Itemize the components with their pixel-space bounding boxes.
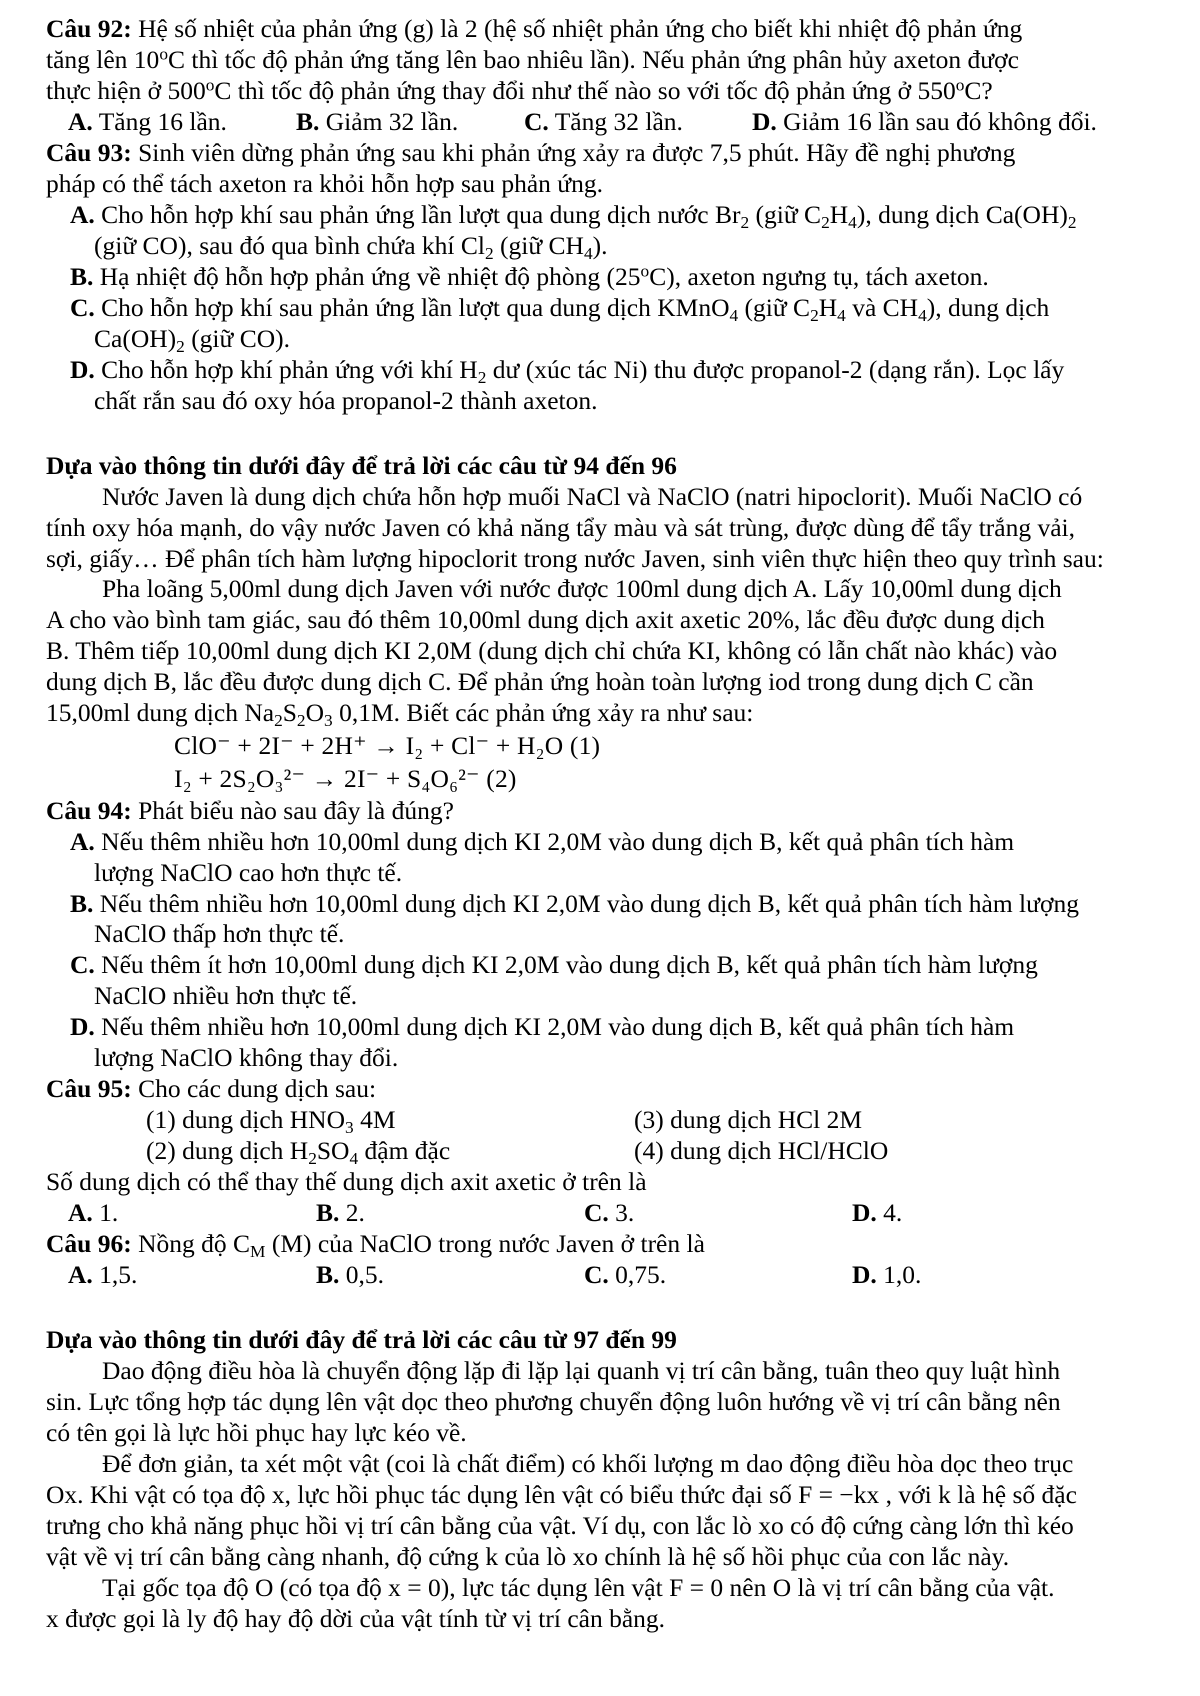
o93a-l2-s2: 4 xyxy=(583,243,593,263)
option-94-d-l2: lượng NaClO không thay đổi. xyxy=(94,1043,399,1073)
question-95-list-row-2 xyxy=(46,1136,1154,1167)
option-96-b-text: 0,5. xyxy=(345,1260,385,1290)
o93a-l2-s1: 2 xyxy=(484,243,494,263)
q95-item-1 xyxy=(146,1105,634,1136)
o93d-1: Cho hỗn hợp khí phản ứng với khí H xyxy=(101,354,478,384)
question-92-stem xyxy=(46,14,1154,45)
option-96-a-text: 1,5. xyxy=(99,1260,138,1290)
question-92-label: Câu 92: xyxy=(46,14,132,43)
q95-i2-sub1: 2 xyxy=(308,1149,317,1169)
option-92-a[interactable] xyxy=(68,107,296,138)
q96-stem-sub: M xyxy=(250,1242,266,1261)
o93c-l2-s1: 2 xyxy=(176,336,185,356)
option-93-a-letter: A. xyxy=(70,199,95,229)
question-93-stem-line1: Sinh viên dừng phản ứng sau khi phản ứng xảy ra được 7,5 phút. Hãy đề nghị phương xyxy=(138,137,1016,167)
option-95-d-letter: D. xyxy=(852,1198,877,1228)
option-95-c-letter: C. xyxy=(584,1198,609,1228)
passage-1-p2-line3: B. Thêm tiếp 10,00ml dung dịch KI 2,0M (dung dịch chỉ chứa KI, không có lẫn chất nào khác) vào xyxy=(46,636,1058,666)
option-96-b-letter: B. xyxy=(316,1260,340,1290)
q95-item-4 xyxy=(634,1136,1154,1167)
q92-l2b: C thì tốc độ phản ứng tăng lên bao nhiêu lần). Nếu phản ứng phân hủy axeton được xyxy=(167,44,1019,74)
option-92-b-text: Giảm 32 lần. xyxy=(325,106,459,136)
o93c-4: và CH xyxy=(845,292,919,322)
question-92-stem-line1: Hệ số nhiệt của phản ứng (g) là 2 (hệ số nhiệt phản ứng cho biết khi nhiệt độ phản ứng xyxy=(138,14,1023,43)
option-95-a-text: 1. xyxy=(99,1198,119,1228)
question-95-closing: Số dung dịch có thể thay thế dung dịch axit axetic ở trên là xyxy=(46,1167,647,1197)
option-92-c-letter: C. xyxy=(524,106,549,136)
o93c-s2: 2 xyxy=(810,305,819,325)
o93a-l2-3: ). xyxy=(592,230,608,260)
passage-2-title: Dựa vào thông tin dưới đây để trả lời các câu từ 97 đến 99 xyxy=(46,1325,677,1355)
q95-i1-num: (1) xyxy=(146,1105,176,1135)
question-96-options xyxy=(46,1260,1154,1291)
option-96-d-text: 1,0. xyxy=(883,1260,922,1290)
o93b-deg: o xyxy=(640,261,650,281)
option-96-d-letter: D. xyxy=(852,1260,877,1290)
option-95-c[interactable] xyxy=(584,1198,852,1229)
o93d-2: dư (xúc tác Ni) thu được propanol-2 (dạng rắn). Lọc lấy xyxy=(486,354,1065,384)
option-93-c[interactable] xyxy=(46,293,1154,324)
option-96-b[interactable] xyxy=(316,1260,584,1291)
option-96-d[interactable] xyxy=(852,1260,921,1291)
o93a-3: H xyxy=(829,199,849,229)
option-94-d-l1: Nếu thêm nhiều hơn 10,00ml dung dịch KI 2,0M vào dung dịch B, kết quả phân tích hàm xyxy=(101,1012,1015,1042)
option-92-b[interactable] xyxy=(296,107,524,138)
option-96-c-text: 0,75. xyxy=(615,1260,667,1290)
option-92-d-letter: D. xyxy=(752,106,777,136)
passage-1-p2-line1: Pha loãng 5,00ml dung dịch Javen với nước được 100ml dung dịch A. Lấy 10,00ml dung dịch xyxy=(102,574,1062,604)
equation-2: I₂ + 2S₂O₃²⁻ → 2I⁻ + S₄O₆²⁻ (2) xyxy=(174,764,517,794)
o93a-s2: 2 xyxy=(821,212,830,232)
q95-i2-num: (2) xyxy=(146,1136,176,1166)
q92-l3c: C? xyxy=(964,75,993,105)
passage-2-p1-line1: Dao động điều hòa là chuyển động lặp đi lặp lại quanh vị trí cân bằng, tuân theo quy luật hình xyxy=(102,1356,1061,1386)
option-95-a-letter: A. xyxy=(68,1198,93,1228)
option-94-a-l1: Nếu thêm nhiều hơn 10,00ml dung dịch KI 2,0M vào dung dịch B, kết quả phân tích hàm xyxy=(101,826,1015,856)
q92-l3a: thực hiện ở 500 xyxy=(46,75,206,105)
q92-l3b: C thì tốc độ phản ứng thay đổi như thế nào so với tốc độ phản ứng ở 550 xyxy=(214,75,956,105)
question-93-stem xyxy=(46,138,1154,169)
q95-item-2 xyxy=(146,1136,634,1167)
question-93-label: Câu 93: xyxy=(46,137,132,167)
o93a-1: Cho hỗn hợp khí sau phản ứng lần lượt qua dung dịch nước Br xyxy=(101,199,741,229)
passage-1-p2-line5 xyxy=(46,698,1154,729)
option-93-a[interactable] xyxy=(46,200,1154,231)
o93a-s4: 2 xyxy=(1067,212,1077,232)
question-95-stem-text: Cho các dung dịch sau: xyxy=(138,1074,377,1104)
question-92-stem-line3 xyxy=(46,76,1154,107)
o93b-1: Hạ nhiệt độ hỗn hợp phản ứng về nhiệt độ phòng (25 xyxy=(99,261,641,291)
spacer-after-q93 xyxy=(46,417,1154,451)
passage-2-p2-line4: vật về vị trí cân bằng càng nhanh, độ cứng k của lò xo chính là hệ số hồi phục của con lắc này. xyxy=(46,1541,1010,1571)
question-95-label: Câu 95: xyxy=(46,1074,132,1104)
option-92-c[interactable] xyxy=(524,107,752,138)
option-95-d[interactable] xyxy=(852,1198,902,1229)
option-94-c-l2: NaClO nhiều hơn thực tế. xyxy=(94,981,358,1011)
option-93-b-letter: B. xyxy=(70,261,94,291)
o93a-s1: 2 xyxy=(740,212,750,232)
option-95-b-letter: B. xyxy=(316,1198,340,1228)
q95-i4-num: (4) xyxy=(634,1136,664,1166)
option-94-b-l1: Nếu thêm nhiều hơn 10,00ml dung dịch KI 2,0M vào dung dịch B, kết quả phân tích hàm lượng xyxy=(99,888,1079,918)
o93d-s1: 2 xyxy=(477,367,487,387)
q95-i1-b: 4M xyxy=(353,1105,396,1135)
q95-i3-text: dung dịch HCl 2M xyxy=(670,1105,863,1135)
p1-l5-4: 0,1M. Biết các phản ứng xảy ra như sau: xyxy=(332,698,754,728)
q95-i2-b: SO xyxy=(316,1136,350,1166)
question-94-stem xyxy=(46,796,1154,827)
passage-2-p3-line1: Tại gốc tọa độ O (có tọa độ x = 0), lực tác dụng lên vật F = 0 nên O là vị trí cân bằng của vật. xyxy=(102,1572,1055,1602)
p1-l5-s2: 2 xyxy=(296,711,306,731)
option-94-a-letter: A. xyxy=(70,826,95,856)
option-94-a-l2: lượng NaClO cao hơn thực tế. xyxy=(94,857,403,887)
question-94-stem-text: Phát biểu nào sau đây là đúng? xyxy=(138,795,454,825)
option-93-b[interactable] xyxy=(46,262,1154,293)
o93c-3: H xyxy=(818,292,838,322)
option-95-b-text: 2. xyxy=(345,1198,365,1228)
question-96 xyxy=(46,1229,1154,1291)
o93c-1: Cho hỗn hợp khí sau phản ứng lần lượt qua dung dịch KMnO xyxy=(101,292,730,322)
option-94-d-letter: D. xyxy=(70,1012,95,1042)
option-95-a[interactable] xyxy=(68,1198,316,1229)
q92-deg1: o xyxy=(159,44,168,64)
passage-1-title: Dựa vào thông tin dưới đây để trả lời các câu từ 94 đến 96 xyxy=(46,450,677,480)
option-92-b-letter: B. xyxy=(296,106,320,136)
option-95-d-text: 4. xyxy=(883,1198,903,1228)
passage-2-p1-line2: sin. Lực tổng hợp tác dụng lên vật dọc theo phương chuyển động luôn hướng về vị trí cân bằng nên xyxy=(46,1387,1061,1417)
option-93-c-letter: C. xyxy=(70,292,95,322)
spacer-after-q96 xyxy=(46,1291,1154,1325)
q96-stem-b: (M) của NaClO trong nước Javen ở trên là xyxy=(265,1229,705,1259)
o93a-l2-2: (giữ CH xyxy=(493,230,584,260)
q92-deg3: o xyxy=(955,75,965,95)
o93a-4: ), dung dịch Ca(OH) xyxy=(856,199,1068,229)
option-96-a-letter: A. xyxy=(68,1260,93,1290)
option-94-d[interactable] xyxy=(46,1012,1154,1043)
option-96-c[interactable] xyxy=(584,1260,852,1291)
option-93-d-line2: chất rắn sau đó oxy hóa propanol-2 thành axeton. xyxy=(94,385,598,415)
passage-2-p3-line2: x được gọi là ly độ hay độ dời của vật tính từ vị trí cân bằng. xyxy=(46,1603,666,1633)
p1-l5-s1: 2 xyxy=(274,711,283,731)
passage-2-p1-line3: có tên gọi là lực hồi phục hay lực kéo về. xyxy=(46,1418,467,1447)
passage-2-p2-line2: Ox. Khi vật có tọa độ x, lực hồi phục tác dụng lên vật có biểu thức đại số F = −kx , với k là hệ số đặc xyxy=(46,1479,1077,1509)
question-92-stem-line2 xyxy=(46,45,1154,76)
o93c-2: (giữ C xyxy=(738,292,811,322)
passage-1 xyxy=(46,451,1154,796)
option-94-b-letter: B. xyxy=(70,888,94,918)
option-92-c-text: Tăng 32 lần. xyxy=(554,106,683,136)
option-94-a[interactable] xyxy=(46,827,1154,858)
equation-1: ClO⁻ + 2I⁻ + 2H⁺ → I₂ + Cl⁻ + H₂O (1) xyxy=(174,731,601,761)
p1-l5-1: 15,00ml dung dịch Na xyxy=(46,698,275,728)
question-92-options xyxy=(46,107,1154,138)
option-94-c-letter: C. xyxy=(70,950,95,980)
q92-l2a: tăng lên 10 xyxy=(46,44,160,74)
question-95-list-row-1 xyxy=(46,1105,1154,1136)
p1-l5-3: O xyxy=(305,698,325,728)
o93c-s3: 4 xyxy=(837,305,846,325)
q95-i1-a: dung dịch HNO xyxy=(182,1105,346,1135)
passage-1-p1-line2: tính oxy hóa mạnh, do vậy nước Javen có khả năng tẩy màu và sát trùng, được dùng để tẩy trắng vải, xyxy=(46,512,1076,542)
p1-l5-2: S xyxy=(282,698,297,728)
passage-2-p2-line1: Để đơn giản, ta xét một vật (coi là chất điểm) có khối lượng m dao động điều hòa dọc theo trục xyxy=(102,1448,1074,1478)
question-92 xyxy=(46,14,1154,138)
question-96-stem xyxy=(46,1229,1154,1260)
question-93-stem-line2: pháp có thể tách axeton ra khỏi hỗn hợp sau phản ứng. xyxy=(46,168,603,198)
option-93-c-line2 xyxy=(46,324,1154,355)
passage-2 xyxy=(46,1325,1154,1635)
question-95-options xyxy=(46,1198,1154,1229)
question-94 xyxy=(46,796,1154,1075)
option-92-a-letter: A. xyxy=(68,106,93,136)
passage-1-p2-line2: A cho vào bình tam giác, sau đó thêm 10,00ml dung dịch axit axetic 20%, lắc đều được dung dịch xyxy=(46,605,1045,635)
option-92-d[interactable] xyxy=(752,107,1097,138)
question-94-label: Câu 94: xyxy=(46,795,132,825)
q92-deg2: o xyxy=(205,75,215,95)
q95-i3-num: (3) xyxy=(634,1105,664,1135)
option-92-a-text: Tăng 16 lần. xyxy=(98,106,227,136)
q96-stem-a: Nồng độ C xyxy=(138,1229,251,1259)
passage-2-p2-line3: trưng cho khả năng phục hồi vị trí cân bằng của vật. Ví dụ, con lắc lò xo có độ cứng càng lớn thì kéo xyxy=(46,1510,1074,1540)
p1-l5-s3: 3 xyxy=(324,711,333,731)
o93a-l2-1: (giữ CO), sau đó qua bình chứa khí Cl xyxy=(94,230,485,260)
question-95 xyxy=(46,1074,1154,1229)
q95-i2-a: dung dịch H xyxy=(182,1136,309,1166)
q95-i2-c: đậm đặc xyxy=(358,1136,451,1166)
option-96-c-letter: C. xyxy=(584,1260,609,1290)
option-94-b-l2: NaClO thấp hơn thực tế. xyxy=(94,919,345,949)
passage-1-p1-line1: Nước Javen là dung dịch chứa hỗn hợp muối NaCl và NaClO (natri hipoclorit). Muối NaClO có xyxy=(102,481,1083,511)
o93b-2: C), axeton ngưng tụ, tách axeton. xyxy=(649,261,989,291)
passage-1-p2-line4: dung dịch B, lắc đều được dung dịch C. Để phản ứng hoàn toàn lượng iod trong dung dịch C cần xyxy=(46,667,1034,697)
question-95-stem xyxy=(46,1074,1154,1105)
question-96-label: Câu 96: xyxy=(46,1229,132,1259)
option-93-d[interactable] xyxy=(46,355,1154,386)
option-93-d-letter: D. xyxy=(70,354,95,384)
option-92-d-text: Giảm 16 lần sau đó không đổi. xyxy=(783,106,1097,136)
q95-i1-sub: 3 xyxy=(345,1118,354,1138)
q95-item-3 xyxy=(634,1105,1154,1136)
option-93-a-line2 xyxy=(46,231,1154,262)
o93a-s3: 4 xyxy=(848,212,857,232)
option-96-a[interactable] xyxy=(68,1260,316,1291)
o93a-2: (giữ C xyxy=(749,199,822,229)
o93c-s1: 4 xyxy=(729,305,739,325)
option-95-b[interactable] xyxy=(316,1198,584,1229)
option-94-c-l1: Nếu thêm ít hơn 10,00ml dung dịch KI 2,0M vào dung dịch B, kết quả phân tích hàm lượng xyxy=(101,950,1038,980)
question-93 xyxy=(46,138,1154,417)
o93c-s4: 4 xyxy=(918,305,927,325)
o93c-l2-1: Ca(OH) xyxy=(94,323,177,353)
passage-1-p1-line3: sợi, giấy… Để phân tích hàm lượng hipoclorit trong nước Javen, sinh viên thực hiện theo quy trình sau: xyxy=(46,543,1104,573)
option-95-c-text: 3. xyxy=(615,1198,635,1228)
option-94-c[interactable] xyxy=(46,950,1154,981)
o93c-l2-2: (giữ CO). xyxy=(184,323,290,353)
option-94-b[interactable] xyxy=(46,889,1154,920)
q95-i2-sub2: 4 xyxy=(349,1149,359,1169)
q95-i4-text: dung dịch HCl/HClO xyxy=(670,1136,889,1166)
o93c-5: ), dung dịch xyxy=(926,292,1050,322)
